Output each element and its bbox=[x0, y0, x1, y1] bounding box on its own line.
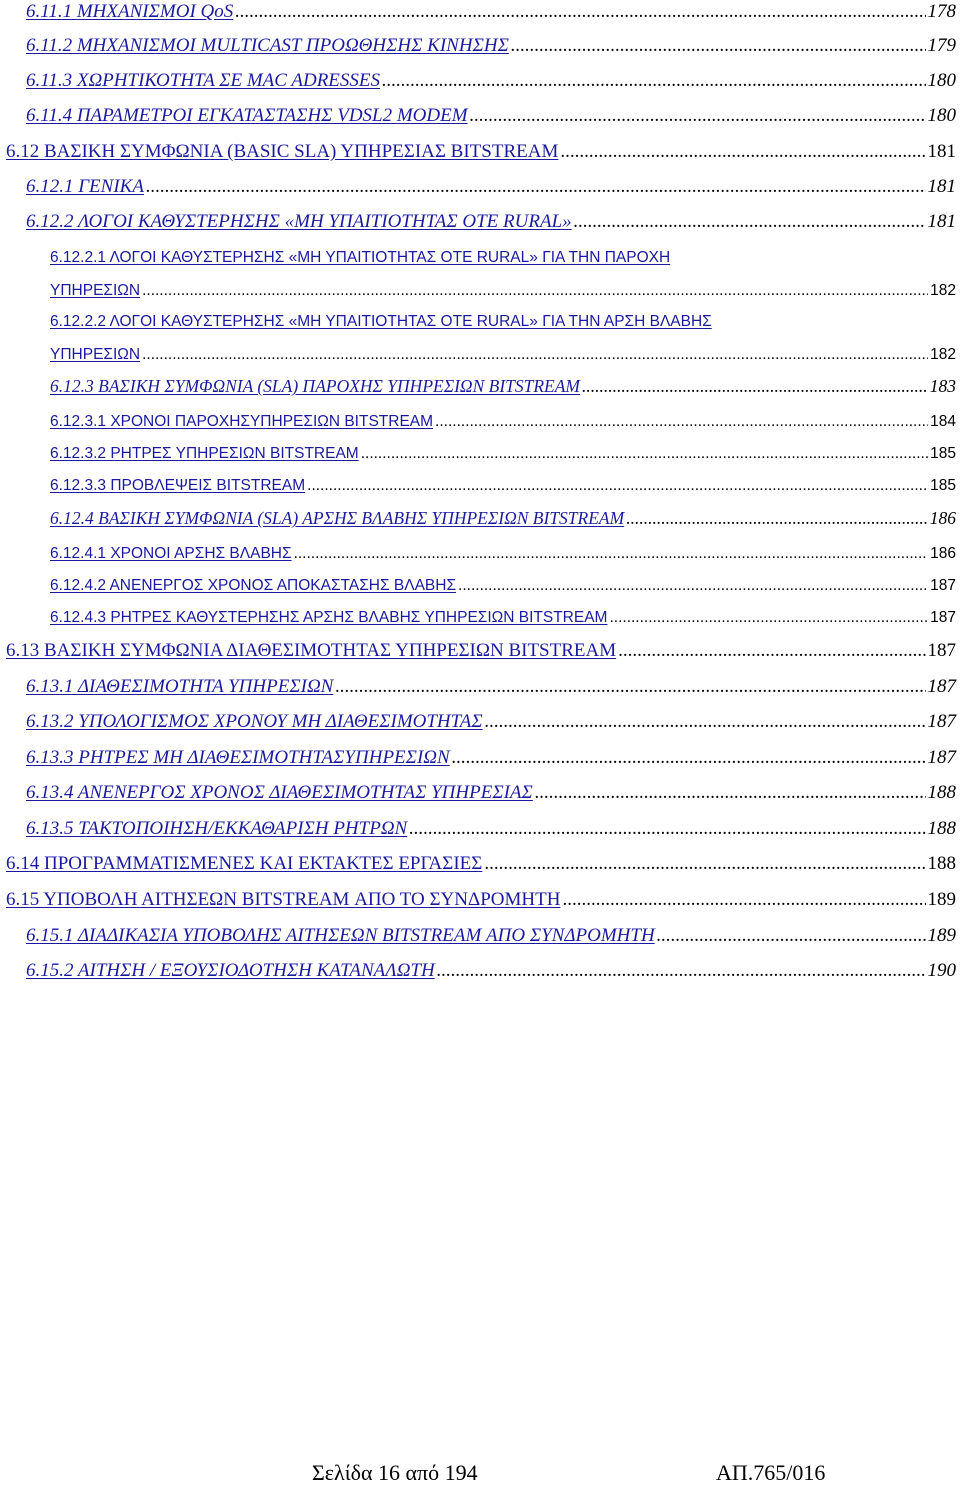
toc-entry-title[interactable]: 6.12.3.3 ΠΡΟΒΛΕΨΕΙΣ BITSTREAM bbox=[50, 477, 306, 494]
toc-entry-page: 179 bbox=[927, 35, 956, 56]
toc-leader bbox=[485, 712, 926, 733]
toc-entry-page: 189 bbox=[927, 889, 956, 910]
toc-entry-page: 181 bbox=[927, 176, 956, 197]
toc-entry-page: 183 bbox=[929, 376, 956, 396]
toc-leader bbox=[626, 509, 928, 528]
toc-leader bbox=[560, 142, 925, 163]
toc-leader bbox=[361, 445, 928, 462]
toc-leader bbox=[335, 677, 925, 698]
toc-entry[interactable] bbox=[26, 177, 956, 198]
toc-entry-page: 184 bbox=[930, 413, 956, 430]
toc-entry-page: 180 bbox=[927, 70, 956, 91]
toc-entry[interactable] bbox=[6, 641, 956, 662]
toc-leader bbox=[582, 377, 928, 396]
toc-entry-page: 188 bbox=[927, 818, 956, 839]
toc-entry-title[interactable]: 6.12.4.3 ΡΗΤΡΕΣ ΚΑΘΥΣΤΕΡΗΣΗΣ ΑΡΣΗΣ ΒΛΑΒΗΣ ΥΠΗΡΕΣΙΩΝ BITSTREAM bbox=[50, 609, 608, 626]
toc-entry-line1[interactable] bbox=[50, 249, 670, 267]
toc-leader bbox=[409, 819, 925, 840]
toc-entry[interactable] bbox=[26, 36, 956, 57]
toc-entry[interactable] bbox=[6, 854, 956, 875]
toc-entry-title[interactable]: 6.15.2 ΑΙΤΗΣΗ / ΕΞΟΥΣΙΟΔΟΤΗΣΗ ΚΑΤΑΝΑΛΩΤΗ bbox=[26, 960, 435, 981]
toc-entry[interactable] bbox=[50, 509, 956, 528]
toc-entry-page: 190 bbox=[927, 960, 956, 981]
toc-entry-title[interactable]: 6.12.2.2 ΛΟΓΟΙ ΚΑΘΥΣΤΕΡΗΣΗΣ «ΜΗ ΥΠΑΙΤΙΟΤΗΤΑΣ ΟΤΕ RURAL» ΓΙΑ ΤΗΝ ΑΡΣΗ ΒΛΑΒΗΣ bbox=[50, 313, 712, 330]
toc-entry-page: 187 bbox=[927, 711, 956, 732]
toc-entry-title[interactable]: 6.11.4 ΠΑΡΑΜΕΤΡΟΙ ΕΓΚΑΤΑΣΤΑΣΗΣ VDSL2 MODEM bbox=[26, 105, 468, 126]
toc-leader bbox=[142, 282, 928, 299]
toc-entry[interactable] bbox=[50, 445, 956, 462]
toc-entry-title[interactable]: ΥΠΗΡΕΣΙΩΝ bbox=[50, 346, 141, 363]
toc-leader bbox=[562, 890, 925, 911]
toc-leader bbox=[142, 346, 928, 363]
toc-entry[interactable] bbox=[26, 926, 956, 947]
toc-entry-page: 187 bbox=[930, 577, 956, 594]
toc-entry[interactable] bbox=[26, 106, 956, 127]
toc-entry-title[interactable]: 6.13.2 ΥΠΟΛΟΓΙΣΜΟΣ ΧΡΟΝΟΥ ΜΗ ΔΙΑΘΕΣΙΜΟΤΗΤΑΣ bbox=[26, 711, 483, 732]
toc-entry[interactable] bbox=[26, 961, 956, 982]
toc-leader bbox=[657, 926, 926, 947]
toc-entry-title[interactable]: 6.12.4 ΒΑΣΙΚΗ ΣΥΜΦΩΝΙΑ (SLA) ΑΡΣΗΣ ΒΛΑΒΗΣ ΥΠΗΡΕΣΙΩΝ BITSTREAM bbox=[50, 508, 625, 528]
toc-entry-title[interactable]: 6.12.3 ΒΑΣΙΚΗ ΣΥΜΦΩΝΙΑ (SLA) ΠΑΡΟΧΗΣ ΥΠΗΡΕΣΙΩΝ BITSTREAM bbox=[50, 376, 581, 396]
toc-entry-page: 186 bbox=[929, 508, 956, 528]
toc-entry-page: 182 bbox=[930, 282, 956, 299]
toc-leader bbox=[511, 36, 926, 57]
toc-entry-title[interactable]: 6.12.1 ΓΕΝΙΚΑ bbox=[26, 176, 144, 197]
toc-leader bbox=[609, 609, 928, 626]
toc-leader bbox=[535, 783, 926, 804]
toc-entry[interactable] bbox=[26, 71, 956, 92]
toc-entry-page: 182 bbox=[930, 346, 956, 363]
toc-leader bbox=[458, 577, 928, 594]
toc-entry-page: 186 bbox=[930, 545, 956, 562]
toc-entry[interactable] bbox=[6, 890, 956, 911]
toc-leader bbox=[574, 212, 926, 233]
toc-entry-line1[interactable] bbox=[50, 313, 712, 331]
toc-entry[interactable] bbox=[26, 783, 956, 804]
toc-entry[interactable] bbox=[50, 282, 956, 299]
toc-leader bbox=[146, 177, 926, 198]
toc-entry[interactable] bbox=[26, 677, 956, 698]
toc-entry-page: 185 bbox=[930, 445, 956, 462]
toc-entry-title[interactable]: 6.15 ΥΠΟΒΟΛΗ ΑΙΤΗΣΕΩΝ BITSTREAM ΑΠΟ ΤΟ ΣΥΝΔΡΟΜΗΤΗ bbox=[6, 889, 561, 910]
toc-entry[interactable] bbox=[6, 142, 956, 163]
toc-entry[interactable] bbox=[26, 2, 956, 23]
toc-entry-page: 185 bbox=[930, 477, 956, 494]
page-number-label: Σελίδα 16 από 194 bbox=[312, 1460, 478, 1485]
toc-entry-title[interactable]: 6.12.3.1 ΧΡΟΝΟΙ ΠΑΡΟΧΗΣΥΠΗΡΕΣΙΩΝ BITSTREAM bbox=[50, 413, 434, 430]
toc-entry-title[interactable]: 6.12 ΒΑΣΙΚΗ ΣΥΜΦΩΝΙΑ (BASIC SLA) ΥΠΗΡΕΣΙΑΣ BITSTREAM bbox=[6, 141, 559, 162]
toc-entry-title[interactable]: 6.12.3.2 ΡΗΤΡΕΣ ΥΠΗΡΕΣΙΩΝ BITSTREAM bbox=[50, 445, 359, 462]
toc-entry-title[interactable]: 6.11.1 ΜΗΧΑΝΙΣΜΟΙ QoS bbox=[26, 1, 234, 22]
toc-entry-title[interactable]: 6.15.1 ΔΙΑΔΙΚΑΣΙΑ ΥΠΟΒΟΛΗΣ ΑΙΤΗΣΕΩΝ BITSTREAM ΑΠΟ ΣΥΝΔΡΟΜΗΤΗ bbox=[26, 925, 655, 946]
toc-leader bbox=[382, 71, 925, 92]
toc-entry[interactable] bbox=[26, 212, 956, 233]
toc-leader bbox=[435, 413, 928, 430]
toc-entry-title[interactable]: 6.11.2 ΜΗΧΑΝΙΣΜΟΙ MULTICAST ΠΡΟΩΘΗΣΗΣ ΚΙΝΗΣΗΣ bbox=[26, 35, 509, 56]
toc-entry-page: 178 bbox=[927, 1, 956, 22]
toc-entry-page: 181 bbox=[927, 141, 956, 162]
toc-entry-page: 187 bbox=[930, 609, 956, 626]
toc-leader bbox=[437, 961, 926, 982]
toc-leader bbox=[294, 545, 929, 562]
toc-leader bbox=[618, 641, 925, 662]
toc-entry-page: 187 bbox=[927, 676, 956, 697]
toc-entry-title[interactable]: 6.13.1 ΔΙΑΘΕΣΙΜΟΤΗΤΑ ΥΠΗΡΕΣΙΩΝ bbox=[26, 676, 334, 697]
toc-entry-title[interactable]: 6.12.4.1 ΧΡΟΝΟΙ ΑΡΣΗΣ ΒΛΑΒΗΣ bbox=[50, 545, 292, 562]
toc-entry-title[interactable]: 6.12.2.1 ΛΟΓΟΙ ΚΑΘΥΣΤΕΡΗΣΗΣ «ΜΗ ΥΠΑΙΤΙΟΤΗΤΑΣ ΟΤΕ RURAL» ΓΙΑ ΤΗΝ ΠΑΡΟΧΗ bbox=[50, 249, 671, 266]
toc-entry-title[interactable]: 6.13.3 ΡΗΤΡΕΣ ΜΗ ΔΙΑΘΕΣΙΜΟΤΗΤΑΣΥΠΗΡΕΣΙΩΝ bbox=[26, 747, 450, 768]
toc-entry-title[interactable]: 6.13.4 ΑΝΕΝΕΡΓΟΣ ΧΡΟΝΟΣ ΔΙΑΘΕΣΙΜΟΤΗΤΑΣ ΥΠΗΡΕΣΙΑΣ bbox=[26, 782, 533, 803]
toc-leader bbox=[470, 106, 926, 127]
toc-entry[interactable] bbox=[26, 748, 956, 769]
toc-entry-page: 189 bbox=[927, 925, 956, 946]
toc-entry-page: 187 bbox=[927, 640, 956, 661]
toc-leader bbox=[307, 477, 928, 494]
toc-entry-title[interactable]: 6.13 ΒΑΣΙΚΗ ΣΥΜΦΩΝΙΑ ΔΙΑΘΕΣΙΜΟΤΗΤΑΣ ΥΠΗΡΕΣΙΩΝ BITSTREAM bbox=[6, 640, 617, 661]
toc-entry-page: 187 bbox=[927, 747, 956, 768]
toc-entry[interactable] bbox=[50, 346, 956, 363]
toc-entry[interactable] bbox=[26, 819, 956, 840]
toc-entry[interactable] bbox=[26, 712, 956, 733]
toc-entry-title[interactable]: 6.12.2 ΛΟΓΟΙ ΚΑΘΥΣΤΕΡΗΣΗΣ «ΜΗ ΥΠΑΙΤΙΟΤΗΤΑΣ ΟΤΕ RURAL» bbox=[26, 211, 572, 232]
toc-entry-title[interactable]: 6.14 ΠΡΟΓΡΑΜΜΑΤΙΣΜΕΝΕΣ ΚΑΙ ΕΚΤΑΚΤΕΣ ΕΡΓΑΣΙΕΣ bbox=[6, 853, 483, 874]
toc-entry-page: 181 bbox=[927, 211, 956, 232]
toc-entry-title[interactable]: ΥΠΗΡΕΣΙΩΝ bbox=[50, 282, 141, 299]
toc-entry-title[interactable]: 6.13.5 ΤΑΚΤΟΠΟΙΗΣΗ/ΕΚΚΑΘΑΡΙΣΗ ΡΗΤΡΩΝ bbox=[26, 818, 408, 839]
toc-entry-page: 188 bbox=[927, 782, 956, 803]
toc-entry-page: 180 bbox=[927, 105, 956, 126]
toc-entry[interactable] bbox=[50, 377, 956, 396]
document-reference: ΑΠ.765/016 bbox=[716, 1460, 826, 1485]
toc-entry[interactable] bbox=[50, 545, 956, 562]
toc-leader bbox=[235, 2, 925, 23]
toc-leader bbox=[484, 854, 925, 875]
toc-entry[interactable] bbox=[50, 477, 956, 494]
toc-entry[interactable] bbox=[50, 577, 956, 594]
toc-entry[interactable] bbox=[50, 609, 956, 626]
toc-leader bbox=[452, 748, 926, 769]
toc-entry-page: 188 bbox=[927, 853, 956, 874]
toc-entry-title[interactable]: 6.12.4.2 ΑΝΕΝΕΡΓΟΣ ΧΡΟΝΟΣ ΑΠΟΚΑΣΤΑΣΗΣ ΒΛΑΒΗΣ bbox=[50, 577, 457, 594]
toc-entry-title[interactable]: 6.11.3 ΧΩΡΗΤΙΚΟΤΗΤΑ ΣΕ MAC ADRESSES bbox=[26, 70, 381, 91]
toc-entry[interactable] bbox=[50, 413, 956, 430]
